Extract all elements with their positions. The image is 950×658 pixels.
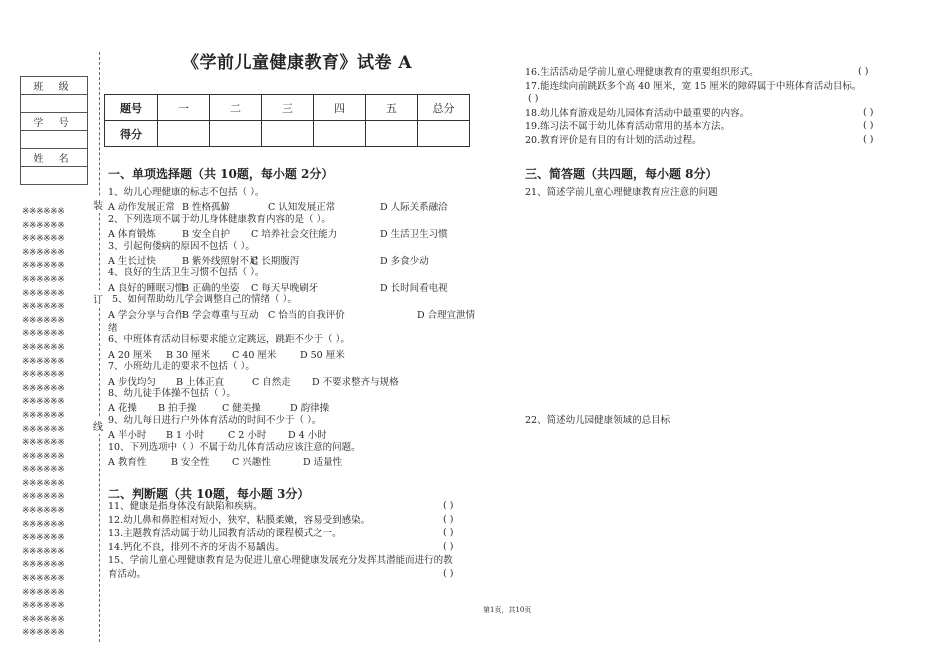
stars-row: ※※※※※※: [22, 614, 65, 625]
stars-row: ※※※※※※: [22, 587, 65, 598]
score-header-label: 题号: [105, 95, 158, 121]
judgement-item: 11、健康是指身体没有缺陷和疾病。: [108, 501, 263, 512]
answer-parentheses[interactable]: ( ): [863, 134, 874, 145]
choice-option[interactable]: D 生活卫生习惯: [380, 229, 448, 241]
choice-option[interactable]: C 长期腹泻: [251, 256, 300, 267]
judgement-item: 19.练习法不属于幼儿体育活动常用的基本方法。: [525, 121, 731, 132]
stars-row: ※※※※※※: [22, 628, 65, 639]
choice-option[interactable]: A 步伐均匀: [108, 376, 156, 388]
choice-option[interactable]: A 半小时: [108, 430, 147, 442]
stars-row: ※※※※※※: [22, 478, 65, 489]
binding-stars: [22, 206, 88, 641]
judgement-item: 16.生活活动是学前儿童心理健康教育的重要组织形式。: [525, 67, 759, 78]
choice-question: 5、如何帮助幼儿学会调整自己的情绪（ ）。: [112, 294, 297, 306]
choice-question: 4、良好的生活卫生习惯不包括（ ）。: [108, 267, 265, 279]
stars-row: ※※※※※※: [22, 424, 65, 435]
page-footer: 第1页，共10页: [483, 606, 532, 614]
score-cell-1[interactable]: [158, 121, 210, 147]
score-cell-2[interactable]: [210, 121, 262, 147]
margin-mark-xian: 线: [93, 417, 103, 434]
choice-option[interactable]: B 30 厘米: [166, 349, 211, 361]
score-header-4: 四: [314, 95, 366, 121]
choice-option[interactable]: B 紫外线照射不足: [182, 256, 259, 267]
stars-row: ※※※※※※: [22, 519, 65, 530]
choice-option[interactable]: B 1 小时: [166, 430, 205, 442]
stars-row: ※※※※※※: [22, 288, 65, 299]
choice-option[interactable]: C 培养社会交往能力: [251, 229, 338, 241]
choice-option[interactable]: D 4 小时: [288, 430, 327, 442]
choice-option[interactable]: C 40 厘米: [232, 349, 277, 361]
choice-option[interactable]: B 安全性: [171, 457, 210, 468]
stars-row: ※※※※※※: [22, 315, 65, 326]
choice-option[interactable]: D 人际关系融洽: [380, 202, 448, 214]
choice-option[interactable]: C 每天早晚刷牙: [251, 282, 319, 294]
choice-option[interactable]: A 花操: [108, 403, 137, 415]
section1-title: 一、单项选择题（共 10题，每小题 2分）: [108, 167, 334, 181]
choice-option[interactable]: A 体育锻炼: [108, 229, 156, 241]
answer-parentheses[interactable]: ( ): [443, 527, 454, 538]
short-answer-21: 21、简述学前儿童心理健康教育应注意的问题: [525, 187, 718, 198]
choice-option[interactable]: A 20 厘米: [108, 349, 152, 361]
judgement-item: 17.能连续向前跳跃多个高 40 厘米，宽 15 厘米的障碍属于中班体育活动目标。: [525, 81, 862, 92]
choice-question: 2、下列选项不属于幼儿身体健康教育内容的是（ ）。: [108, 213, 331, 225]
stars-row: ※※※※※※: [22, 560, 65, 571]
choice-question: 3、引起佝偻病的原因不包括（ ）。: [108, 240, 255, 252]
stars-row: ※※※※※※: [22, 383, 65, 394]
margin-mark-zhuang: 装: [93, 196, 103, 213]
section2-title: 二、判断题（共 10题，每小题 3分）: [108, 487, 310, 501]
choice-option[interactable]: D 50 厘米: [300, 349, 345, 361]
stars-row: ※※※※※※: [22, 533, 65, 544]
score-row-label: 得分: [105, 121, 158, 147]
choice-option[interactable]: A 动作发展正常: [108, 202, 175, 214]
stars-row: ※※※※※※: [22, 574, 65, 585]
stars-row: ※※※※※※: [22, 247, 65, 258]
stars-row: ※※※※※※: [22, 546, 65, 557]
student-id-field[interactable]: [21, 131, 88, 149]
judgement-item: 13.主题教育活动属于幼儿园教育活动的课程模式之一。: [108, 528, 342, 539]
choice-option[interactable]: B 上体正直: [176, 376, 225, 388]
choice-option[interactable]: C 认知发展正常: [268, 202, 336, 214]
score-header-total: 总分: [418, 95, 470, 121]
choice-question: 9、幼儿每日进行户外体育活动的时间不少于（ ）。: [108, 414, 322, 426]
choice-question: 10、下列选项中（ ）不属于幼儿体育活动应该注意的问题。: [108, 441, 361, 453]
judgement-item: 15、学前儿童心理健康教育是为促进儿童心理健康发展充分发挥其潜能而进行的教: [108, 555, 453, 566]
choice-option[interactable]: A 教育性: [108, 457, 147, 468]
choice-option[interactable]: C 恰当的自我评价: [268, 309, 345, 321]
stars-row: ※※※※※※: [22, 492, 65, 503]
stars-row: ※※※※※※: [22, 370, 65, 381]
judgement-item: 20.教育评价是有目的有计划的活动过程。: [525, 135, 702, 146]
stars-row: ※※※※※※: [22, 220, 65, 231]
choice-option[interactable]: D 韵律操: [290, 403, 330, 415]
stars-row: ※※※※※※: [22, 438, 65, 449]
judgement-item: 育活动。: [108, 569, 147, 580]
score-header-3: 三: [262, 95, 314, 121]
choice-option[interactable]: B 性格孤僻: [182, 202, 231, 214]
answer-parentheses[interactable]: ( ): [528, 93, 539, 104]
stars-row: ※※※※※※: [22, 207, 65, 217]
choice-option[interactable]: D 多食少动: [380, 256, 429, 267]
score-cell-4[interactable]: [314, 121, 366, 147]
choice-question: 7、小班幼儿走的要求不包括（ ）。: [108, 361, 255, 373]
choice-option[interactable]: C 健美操: [222, 403, 261, 415]
judgement-item: 18.幼儿体育游戏是幼儿园体育活动中最重要的内容。: [525, 108, 750, 119]
stars-row: ※※※※※※: [22, 234, 65, 245]
answer-parentheses[interactable]: ( ): [443, 500, 454, 511]
choice-question: 6、中班体育活动目标要求能立定跳远，跳距不少于（ ）。: [108, 334, 350, 346]
choice-option[interactable]: B 学会尊重与互动: [182, 309, 259, 321]
choice-option[interactable]: A 良好的睡眠习惯: [108, 282, 185, 294]
choice-option[interactable]: C 自然走: [252, 376, 291, 388]
score-cell-total[interactable]: [418, 121, 470, 147]
binding-line: [99, 52, 100, 642]
class-label: 班 级: [21, 77, 88, 95]
stars-row: ※※※※※※: [22, 302, 65, 313]
choice-option[interactable]: D 长时间看电视: [380, 282, 448, 294]
name-field[interactable]: [21, 167, 88, 185]
answer-parentheses[interactable]: ( ): [858, 66, 869, 77]
stars-row: ※※※※※※: [22, 261, 65, 272]
choice-question: 1、幼儿心理健康的标志不包括（ ）。: [108, 187, 265, 198]
choice-option-continued: 绪: [108, 323, 118, 334]
short-answer-22: 22、简述幼儿园健康领域的总目标: [525, 415, 671, 426]
score-cell-5[interactable]: [366, 121, 418, 147]
choice-option[interactable]: D 适量性: [303, 457, 343, 468]
judgement-item: 12.幼儿鼻和鼻腔相对短小，狭窄，粘膜柔嫩，容易受到感染。: [108, 515, 371, 526]
stars-row: ※※※※※※: [22, 451, 65, 462]
choice-option[interactable]: A 学会分享与合作: [108, 309, 185, 321]
choice-option[interactable]: A 生长过快: [108, 256, 156, 267]
student-info-table: [20, 76, 88, 185]
score-header-2: 二: [210, 95, 262, 121]
choice-option[interactable]: C 兴趣性: [232, 457, 271, 468]
page-title: 《学前儿童健康教育》试卷 A: [182, 53, 413, 73]
student-id-label: 学 号: [21, 113, 88, 131]
margin-mark-ding: 订: [93, 290, 103, 307]
stars-row: ※※※※※※: [22, 397, 65, 408]
choice-question: 8、幼儿徒手体操不包括（ ）。: [108, 388, 236, 399]
choice-option[interactable]: B 安全自护: [182, 229, 231, 241]
stars-row: ※※※※※※: [22, 356, 65, 367]
stars-row: ※※※※※※: [22, 506, 65, 517]
score-cell-3[interactable]: [262, 121, 314, 147]
choice-option[interactable]: D 不要求整齐与规格: [312, 376, 399, 388]
choice-option[interactable]: D 合理宣泄情: [417, 309, 476, 321]
judgement-item: 14.钙化不良，排列不齐的牙齿不易龋齿。: [108, 542, 285, 553]
section3-title: 三、简答题（共四题，每小题 8分）: [525, 167, 718, 181]
answer-parentheses[interactable]: ( ): [443, 568, 454, 579]
stars-row: ※※※※※※: [22, 329, 65, 340]
score-table: [104, 94, 470, 147]
score-header-1: 一: [158, 95, 210, 121]
choice-option[interactable]: B 正确的坐姿: [182, 282, 240, 294]
answer-parentheses[interactable]: ( ): [863, 120, 874, 131]
choice-option[interactable]: C 2 小时: [228, 430, 267, 442]
class-field[interactable]: [21, 95, 88, 113]
stars-row: ※※※※※※: [22, 342, 65, 353]
answer-parentheses[interactable]: ( ): [863, 107, 874, 118]
stars-row: ※※※※※※: [22, 465, 65, 476]
answer-parentheses[interactable]: ( ): [443, 514, 454, 525]
name-label: 姓 名: [21, 149, 88, 167]
stars-row: ※※※※※※: [22, 410, 65, 421]
choice-option[interactable]: B 拍手操: [158, 403, 197, 415]
score-header-5: 五: [366, 95, 418, 121]
answer-parentheses[interactable]: ( ): [443, 541, 454, 552]
stars-row: ※※※※※※: [22, 274, 65, 285]
stars-row: ※※※※※※: [22, 601, 65, 612]
